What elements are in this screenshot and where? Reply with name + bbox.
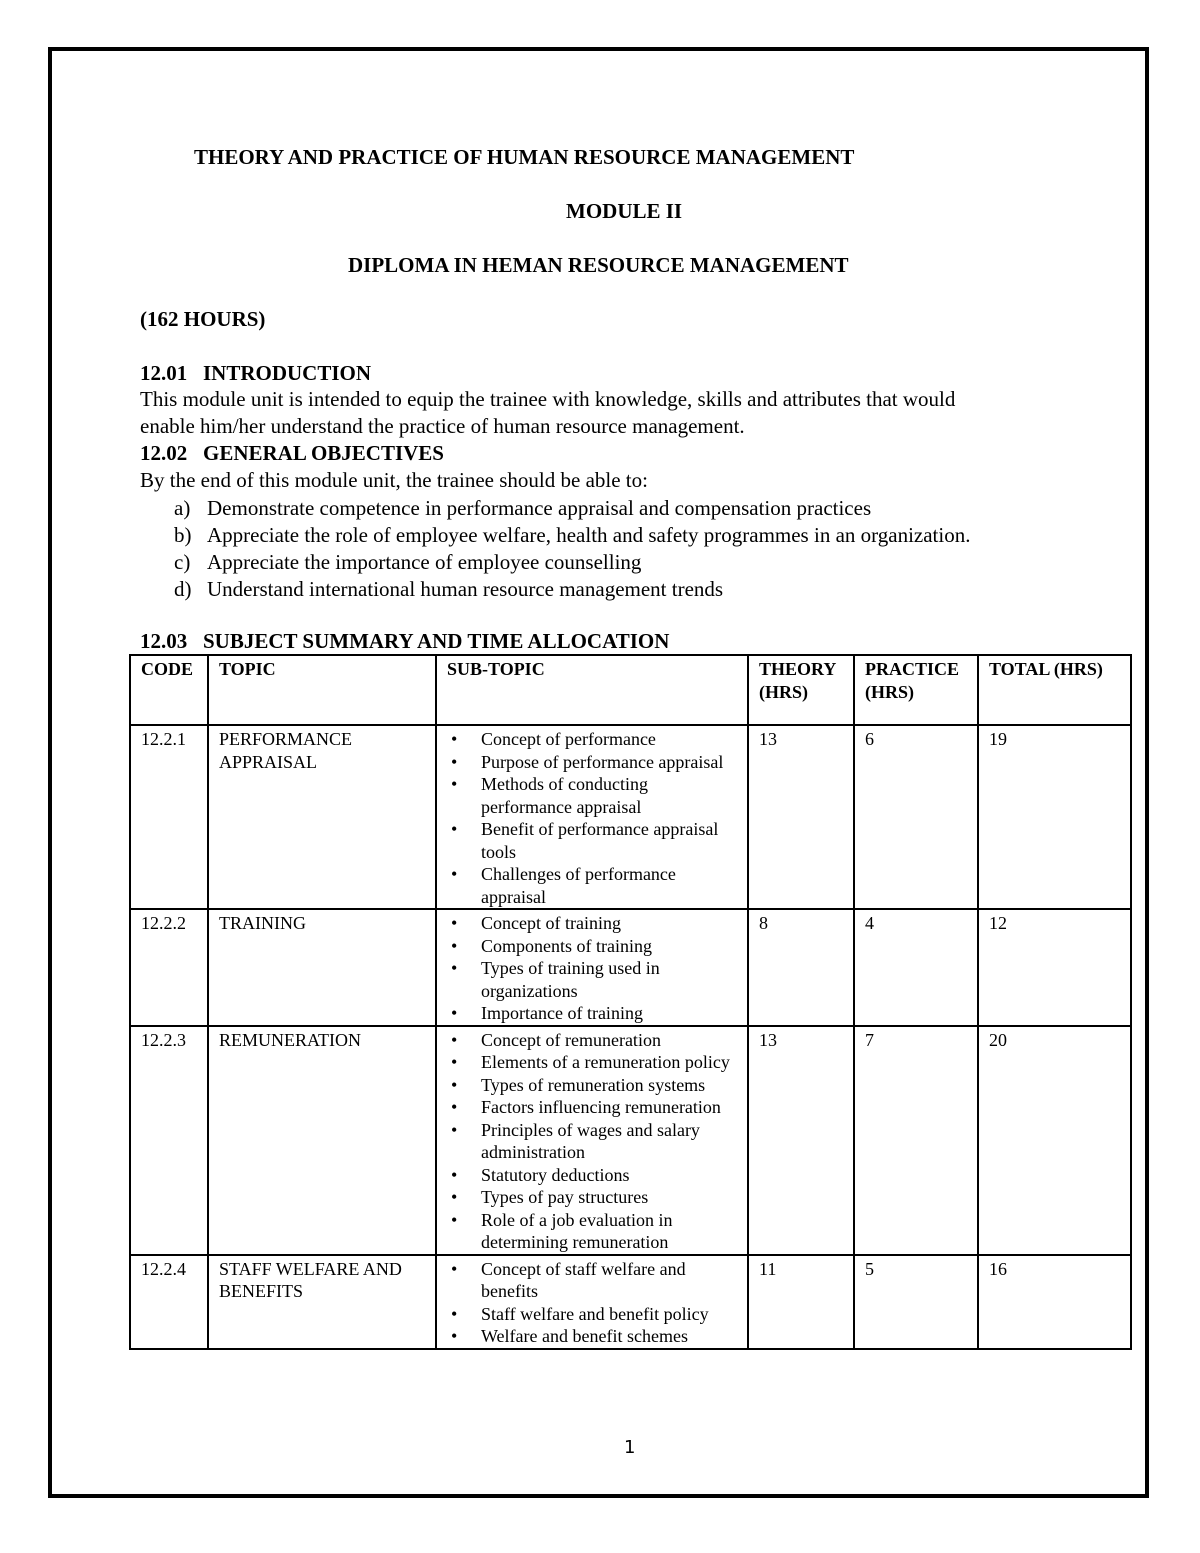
diploma-label: DIPLOMA IN HEMAN RESOURCE MANAGEMENT	[348, 253, 849, 277]
cell-topic: STAFF WELFARE AND BENEFITS	[208, 1255, 436, 1349]
hours-label: (162 HOURS)	[140, 307, 266, 331]
subtopic-list	[447, 912, 737, 1025]
introduction-line-1: This module unit is intended to equip the trainee with knowledge, skills and attributes that would	[140, 387, 956, 411]
subtopic-item: • Types of pay structures	[447, 1186, 737, 1209]
cell-topic: PERFORMANCE APPRAISAL	[208, 725, 436, 909]
cell-subtopics	[436, 909, 748, 1026]
introduction-heading: 12.01 INTRODUCTION	[140, 361, 372, 385]
cell-theory: 11	[748, 1255, 854, 1349]
subtopic-item: • Concept of remuneration	[447, 1029, 737, 1052]
subtopic-item: • Welfare and benefit schemes	[447, 1325, 737, 1348]
cell-subtopics	[436, 725, 748, 909]
cell-topic: REMUNERATION	[208, 1026, 436, 1255]
subtopic-item: • Types of remuneration systems	[447, 1074, 737, 1097]
cell-theory: 13	[748, 725, 854, 909]
subject-summary-table	[129, 654, 1132, 1350]
cell-total: 20	[978, 1026, 1131, 1255]
objective-item: d) Understand international human resource management trends	[174, 577, 724, 601]
introduction-line-2: enable him/her understand the practice of human resource management.	[140, 414, 745, 438]
subtopic-item: • Methods of conducting performance appraisal	[447, 773, 737, 818]
cell-total: 19	[978, 725, 1131, 909]
header-theory: THEORY (HRS)	[748, 655, 854, 725]
cell-subtopics	[436, 1255, 748, 1349]
table-row	[130, 725, 1131, 909]
summary-heading: 12.03 SUBJECT SUMMARY AND TIME ALLOCATION	[140, 629, 670, 653]
cell-code: 12.2.3	[130, 1026, 208, 1255]
cell-topic: TRAINING	[208, 909, 436, 1026]
cell-theory: 8	[748, 909, 854, 1026]
objective-item: b) Appreciate the role of employee welfare, health and safety programmes in an organization.	[174, 523, 971, 547]
cell-subtopics	[436, 1026, 748, 1255]
subtopic-item: • Principles of wages and salary administration	[447, 1119, 737, 1164]
subtopic-item: • Role of a job evaluation in determining remuneration	[447, 1209, 737, 1254]
subtopic-item: • Elements of a remuneration policy	[447, 1051, 737, 1074]
subtopic-item: • Importance of training	[447, 1002, 737, 1025]
module-label: MODULE II	[566, 199, 683, 223]
header-practice: PRACTICE (HRS)	[854, 655, 978, 725]
subtopic-item: • Concept of staff welfare and benefits	[447, 1258, 737, 1303]
objectives-heading: 12.02 GENERAL OBJECTIVES	[140, 441, 444, 465]
objectives-lead: By the end of this module unit, the trainee should be able to:	[140, 468, 648, 492]
table-row	[130, 1255, 1131, 1349]
cell-total: 16	[978, 1255, 1131, 1349]
cell-practice: 4	[854, 909, 978, 1026]
objective-item: a) Demonstrate competence in performance appraisal and compensation practices	[174, 496, 872, 520]
page-number: 1	[624, 1437, 636, 1458]
subtopic-item: • Concept of training	[447, 912, 737, 935]
subtopic-item: • Types of training used in organizations	[447, 957, 737, 1002]
objectives-list	[140, 495, 970, 603]
cell-code: 12.2.2	[130, 909, 208, 1026]
header-total: TOTAL (HRS)	[978, 655, 1131, 725]
subtopic-item: • Benefit of performance appraisal tools	[447, 818, 737, 863]
subtopic-item: • Challenges of performance appraisal	[447, 863, 737, 908]
header-topic: TOPIC	[208, 655, 436, 725]
subtopic-list	[447, 728, 737, 908]
cell-practice: 5	[854, 1255, 978, 1349]
subtopic-item: • Staff welfare and benefit policy	[447, 1303, 737, 1326]
subtopic-item: • Components of training	[447, 935, 737, 958]
subtopic-list	[447, 1029, 737, 1254]
table-header-row	[130, 655, 1131, 725]
cell-code: 12.2.1	[130, 725, 208, 909]
subtopic-item: • Concept of performance	[447, 728, 737, 751]
cell-practice: 7	[854, 1026, 978, 1255]
table-row	[130, 1026, 1131, 1255]
subtopic-item: • Factors influencing remuneration	[447, 1096, 737, 1119]
table-row	[130, 909, 1131, 1026]
objective-item: c) Appreciate the importance of employee counselling	[174, 550, 642, 574]
subtopic-item: • Statutory deductions	[447, 1164, 737, 1187]
header-subtopic: SUB-TOPIC	[436, 655, 748, 725]
cell-total: 12	[978, 909, 1131, 1026]
cell-theory: 13	[748, 1026, 854, 1255]
header-code: CODE	[130, 655, 208, 725]
cell-practice: 6	[854, 725, 978, 909]
document-title: THEORY AND PRACTICE OF HUMAN RESOURCE MANAGEMENT	[194, 145, 855, 169]
subtopic-list	[447, 1258, 737, 1348]
subtopic-item: • Purpose of performance appraisal	[447, 751, 737, 774]
cell-code: 12.2.4	[130, 1255, 208, 1349]
